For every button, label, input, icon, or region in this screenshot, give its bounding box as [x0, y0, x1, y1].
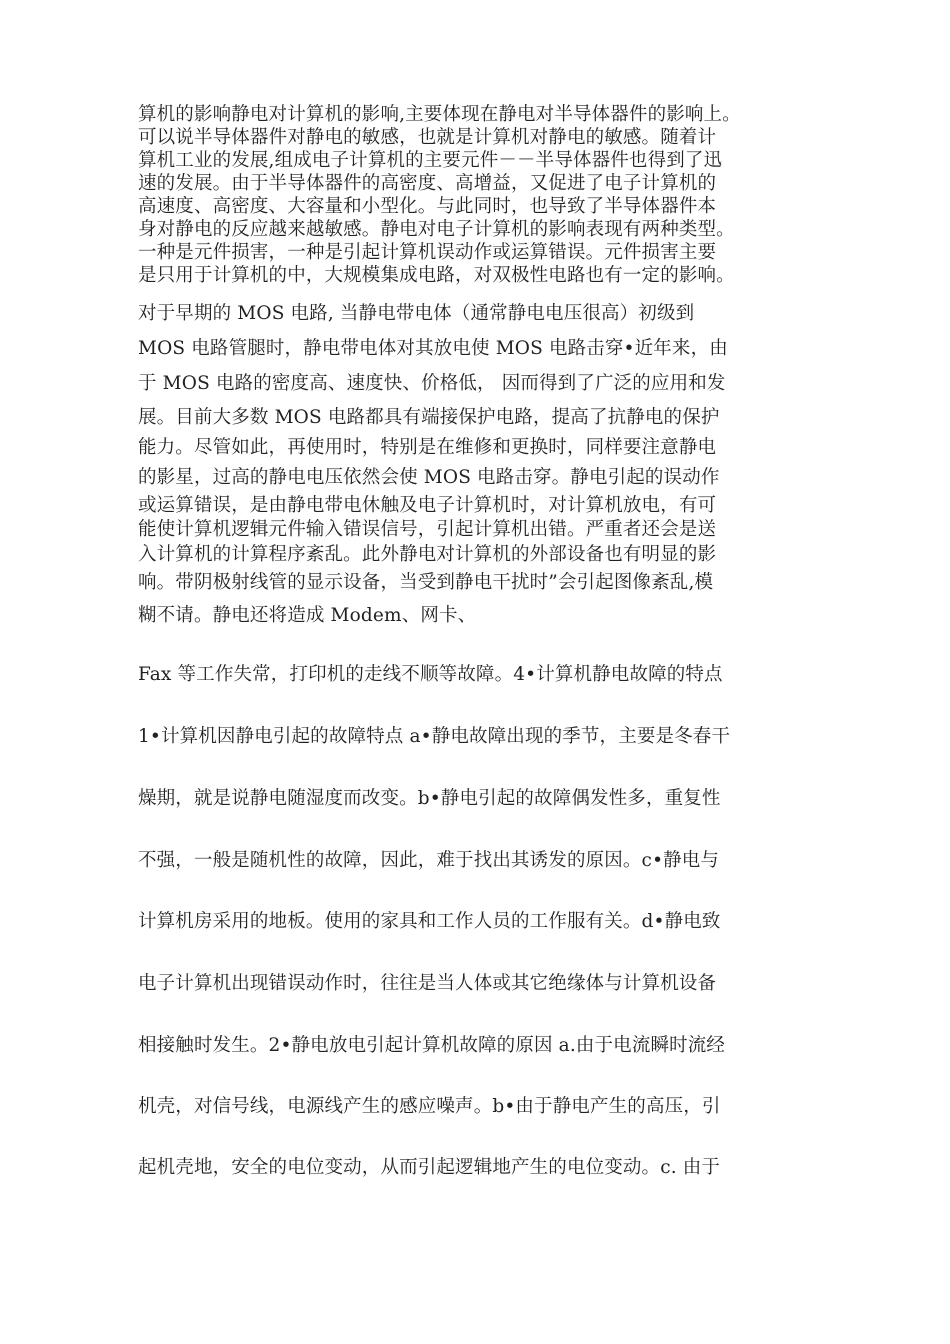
text-line: 响。带阴极射线管的显示设备，当受到静电干扰时”会引起图像紊乱,模	[138, 572, 714, 593]
text-line: 计算机房采用的地板。使用的家具和工作人员的工作服有关。d•静电致	[138, 911, 721, 932]
text-line: 起机壳地，安全的电位变动，从而引起逻辑地产生的电位变动。c. 由于	[138, 1157, 721, 1178]
text-line: 对于早期的 MOS 电路, 当静电带电体（通常静电电压很高）初级到	[138, 303, 695, 324]
text-line: 或运算错误，是由静电带电休触及电子计算机时，对计算机放电，有可	[138, 495, 717, 516]
text-line: 于 MOS 电路的密度高、速度快、价格低， 因而得到了广泛的应用和发	[138, 373, 726, 394]
text-line: 机壳，对信号线，电源线产生的感应噪声。b•由于静电产生的高压，引	[138, 1096, 721, 1117]
text-line: 电子计算机出现错误动作时，往往是当人体或其它绝缘体与计算机设备	[138, 973, 717, 994]
text-line: 相接触时发生。2•静电放电引起计算机故障的原因 a.由于电流瞬时流经	[138, 1035, 726, 1056]
text-line: 的影星，过高的静电电压依然会使 MOS 电路击穿。静电引起的误动作	[138, 467, 720, 488]
text-line: 算机的影响静电对计算机的影响,主要体现在静电对半导体器件的影响上。	[138, 104, 741, 125]
text-line: 燥期，就是说静电随湿度而改变。b•静电引起的故障偶发性多，重复性	[138, 788, 721, 809]
text-line: 入计算机的计算程序紊乱。此外静电对计算机的外部设备也有明显的影	[138, 544, 717, 565]
text-line: 展。目前大多数 MOS 电路都具有端接保护电路，提高了抗静电的保护	[138, 407, 720, 428]
text-line: MOS 电路管腿时，静电带电体对其放电使 MOS 电路击穿•近年来，由	[138, 338, 728, 359]
text-line: 是只用于计算机的中，大规模集成电路，对双极性电路也有一定的影响。	[138, 265, 735, 286]
text-line: 速的发展。由于半导体器件的高密度、高增益，又促进了电子计算机的	[138, 173, 717, 194]
text-line: 能力。尽管如此，再使用时，特别是在维修和更换时，同样要注意静电	[138, 437, 717, 458]
text-line: Fax 等工作失常，打印机的走线不顺等故障。4•计算机静电故障的特点	[138, 664, 723, 685]
text-line: 糊不请。静电还将造成 Modem、网卡、	[138, 605, 477, 626]
text-line: 可以说半导体器件对静电的敏感，也就是计算机对静电的敏感。随着计	[138, 127, 717, 148]
text-line: 能使计算机逻辑元件输入错误信号，引起计算机出错。严重者还会是送	[138, 519, 717, 540]
text-line: 算机工业的发展,组成电子计算机的主要元件－－半导体器件也得到了迅	[138, 150, 723, 171]
text-line: 1•计算机因静电引起的故障特点 a•静电故障出现的季节，主要是冬春干	[138, 726, 731, 747]
text-line: 身对静电的反应越来越敏感。静电对电子计算机的影响表现有两种类型。	[138, 219, 735, 240]
text-line: 一种是元件损害，一种是引起计算机误动作或运算错误。元件损害主要	[138, 242, 717, 263]
text-line: 高速度、高密度、大容量和小型化。与此同时，也导致了半导体器件本	[138, 196, 717, 217]
text-line: 不强，一般是随机性的故障，因此，难于找出其诱发的原因。c•静电与	[138, 850, 720, 871]
